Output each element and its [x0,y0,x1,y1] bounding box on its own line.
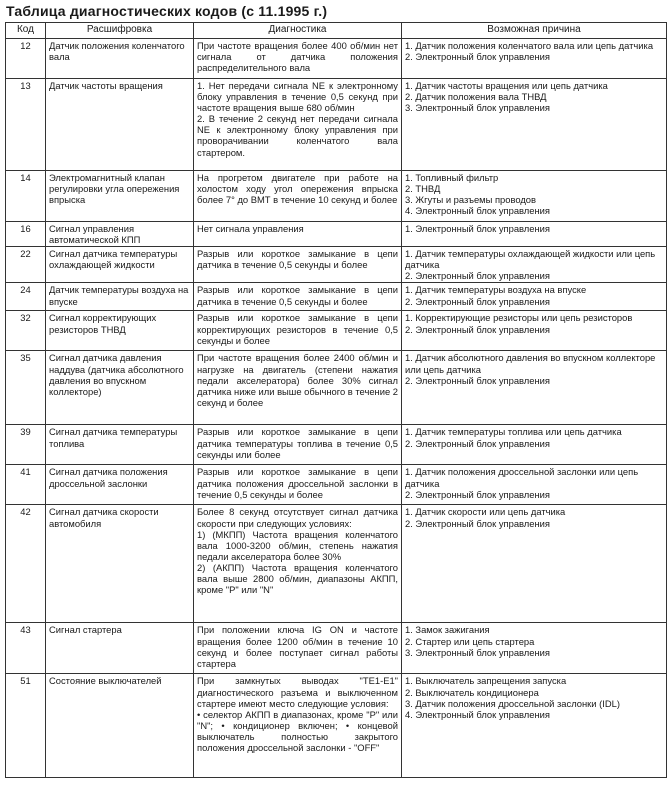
header-diagnostics: Диагностика [194,23,402,39]
table-row [6,623,667,674]
cause-item: 1. Корректирующие резисторы или цепь резисторов [405,312,633,324]
code-cell: 41 [6,465,46,505]
code-cell: 14 [6,171,46,222]
name-cell: Сигнал управления автоматической КПП [46,222,194,247]
code-cell: 51 [6,674,46,778]
cause-item: 1. Датчик температуры воздуха на впуске [405,284,587,296]
table-row [6,425,667,465]
code-cell: 12 [6,39,46,79]
table-row [6,465,667,505]
page-title: Таблица диагностических кодов (с 11.1995 г.) [6,3,328,19]
code-cell: 35 [6,351,46,425]
causes-cell [402,39,667,79]
cause-item: 2. Датчик положения вала ТНВД [405,91,547,103]
header-name: Расшифровка [46,23,194,39]
cause-item: 4. Электронный блок управления [405,708,550,720]
table-row [6,311,667,351]
name-cell: Сигнал датчика скорости автомобиля [46,505,194,623]
cause-item: 2. Электронный блок управления [405,295,550,307]
name-cell: Сигнал датчика температуры охлаждающей жидкости [46,247,194,283]
causes-cell [402,505,667,623]
code-cell: 13 [6,79,46,171]
diagnostics-cell: При положении ключа IG ON и частоте вращения более 1200 об/мин в течение 10 секунд и более поступает сигнал работы стартера [194,623,402,674]
table-row [6,79,667,171]
diagnostics-cell: 1. Нет передачи сигнала NE к электронному блоку управления в течение 0,5 секунд при частоте вращения выше 680 об/мин 2. В течение 2 секунд нет передачи сигнала NE к электронному блоку управления при проворачивании коленчатого вала стартером. [194,79,402,171]
table-row [6,351,667,425]
cause-item: 2. ТНВД [405,183,441,195]
cause-item: 2. Электронный блок управления [405,517,550,529]
cause-item: 2. Стартер или цепь стартера [405,635,535,647]
diagnostics-cell: Разрыв или короткое замыкание в цепи датчика в течение 0,5 секунды и более [194,283,402,311]
name-cell: Сигнал датчика давления наддува (датчика абсолютного давления во впускном коллекторе) [46,351,194,425]
name-cell: Датчик температуры воздуха на впуске [46,283,194,311]
causes-cell [402,425,667,465]
cause-item: 1. Датчик абсолютного давления во впускном коллекторе или цепь датчика [405,352,656,375]
name-cell: Сигнал стартера [46,623,194,674]
diagnostics-cell: Более 8 секунд отсутствует сигнал датчика скорости при следующих условиях: 1) (МКПП) Частота вращения коленчатого вала 1000-3200 об/мин, степень нажатия педали акселератора более 30% 2) (АКПП) Частота вращения коленчатого вала выше 2800 об/мин, диапазоны АКПП, кроме "P" или "N" [194,505,402,623]
cause-item: 2. Электронный блок управления [405,488,550,500]
diagnostics-cell: Нет сигнала управления [194,222,402,247]
cause-item: 1. Датчик частоты вращения или цепь датчика [405,80,608,91]
name-cell: Состояние выключателей [46,674,194,778]
code-cell: 39 [6,425,46,465]
cause-item: 2. Выключатель кондиционера [405,686,539,698]
cause-item: 1. Датчик скорости или цепь датчика [405,506,566,518]
table-row [6,283,667,311]
causes-cell [402,465,667,505]
diagnostics-cell: Разрыв или короткое замыкание в цепи датчика в течение 0,5 секунды и более [194,247,402,283]
name-cell: Сигнал корректирующих резисторов ТНВД [46,311,194,351]
cause-item: 1. Датчик температуры охлаждающей жидкости или цепь датчика [405,248,656,271]
diagnostics-cell: При частоте вращения более 2400 об/мин и нагрузке на двигатель (степени нажатия педали акселератора) более 30% сигнал датчика ниже или выше обычного в течение 2 секунд и более [194,351,402,425]
header-code: Код [6,23,46,39]
cause-item: 2. Электронный блок управления [405,323,550,335]
diagnostic-codes-table [5,22,667,778]
cause-item: 3. Электронный блок управления [405,102,550,114]
table-row [6,171,667,222]
cause-item: 2. Электронный блок управления [405,437,550,449]
cause-item: 2. Электронный блок управления [405,374,550,386]
code-cell: 16 [6,222,46,247]
table-row [6,39,667,79]
cause-item: 3. Электронный блок управления [405,646,550,658]
name-cell: Датчик частоты вращения [46,79,194,171]
cause-item: 1. Выключатель запрещения запуска [405,675,567,687]
name-cell: Сигнал датчика положения дроссельной заслонки [46,465,194,505]
diagnostics-cell: Разрыв или короткое замыкание в цепи датчика температуры топлива в течение 0,5 секунды или более [194,425,402,465]
cause-item: 4. Электронный блок управления [405,205,550,217]
header-causes: Возможная причина [402,23,667,39]
name-cell: Датчик положения коленчатого вала [46,39,194,79]
causes-cell [402,171,667,222]
diagnostics-cell: Разрыв или короткое замыкание в цепи датчика положения дроссельной заслонки в течение 0,5 секунды и более [194,465,402,505]
causes-cell [402,283,667,311]
code-cell: 43 [6,623,46,674]
diagnostics-cell: На прогретом двигателе при работе на холостом ходу угол опережения впрыска более 7° до ВМТ в течение 10 секунд и более [194,171,402,222]
name-cell: Сигнал датчика температуры топлива [46,425,194,465]
cause-item: 1. Замок зажигания [405,624,490,636]
cause-item: 2. Электронный блок управления [405,51,550,63]
causes-cell [402,222,667,247]
table-row [6,222,667,247]
code-cell: 32 [6,311,46,351]
table-row [6,505,667,623]
diagnostics-cell: При частоте вращения более 400 об/мин нет сигнала от датчика положения распределительного вала [194,39,402,79]
causes-cell [402,351,667,425]
cause-item: 1. Датчик положения коленчатого вала или цепь датчика [405,40,654,51]
cause-item: 2. Электронный блок управления [405,270,550,282]
causes-cell [402,623,667,674]
causes-cell [402,674,667,778]
cause-item: 1. Топливный фильтр [405,172,499,183]
cause-item: 1. Электронный блок управления [405,223,550,234]
name-cell: Электромагнитный клапан регулировки угла опережения впрыска [46,171,194,222]
causes-cell [402,247,667,283]
table-row [6,674,667,778]
cause-item: 1. Датчик температуры топлива или цепь датчика [405,426,622,438]
table-row [6,247,667,283]
diagnostics-cell: Разрыв или короткое замыкание в цепи корректирующих резисторов в течение 0,5 секунды и более [194,311,402,351]
code-cell: 24 [6,283,46,311]
cause-item: 1. Датчик положения дроссельной заслонки или цепь датчика [405,466,639,489]
table-header-row [6,23,667,39]
causes-cell [402,79,667,171]
code-cell: 42 [6,505,46,623]
diagnostics-cell: При замкнутых выводах "TE1-E1" диагностического разъема и выключенном стартере имеют место следующие условия: • селектор АКПП в диапазонах, кроме "P" или "N"; • кондиционер включен; • концевой выключатель полностью закрытого положения дроссельной заслонки - "OFF" [194,674,402,778]
causes-cell [402,311,667,351]
code-cell: 22 [6,247,46,283]
cause-item: 3. Датчик положения дроссельной заслонки (IDL) [405,697,620,709]
cause-item: 3. Жгуты и разъемы проводов [405,194,536,206]
